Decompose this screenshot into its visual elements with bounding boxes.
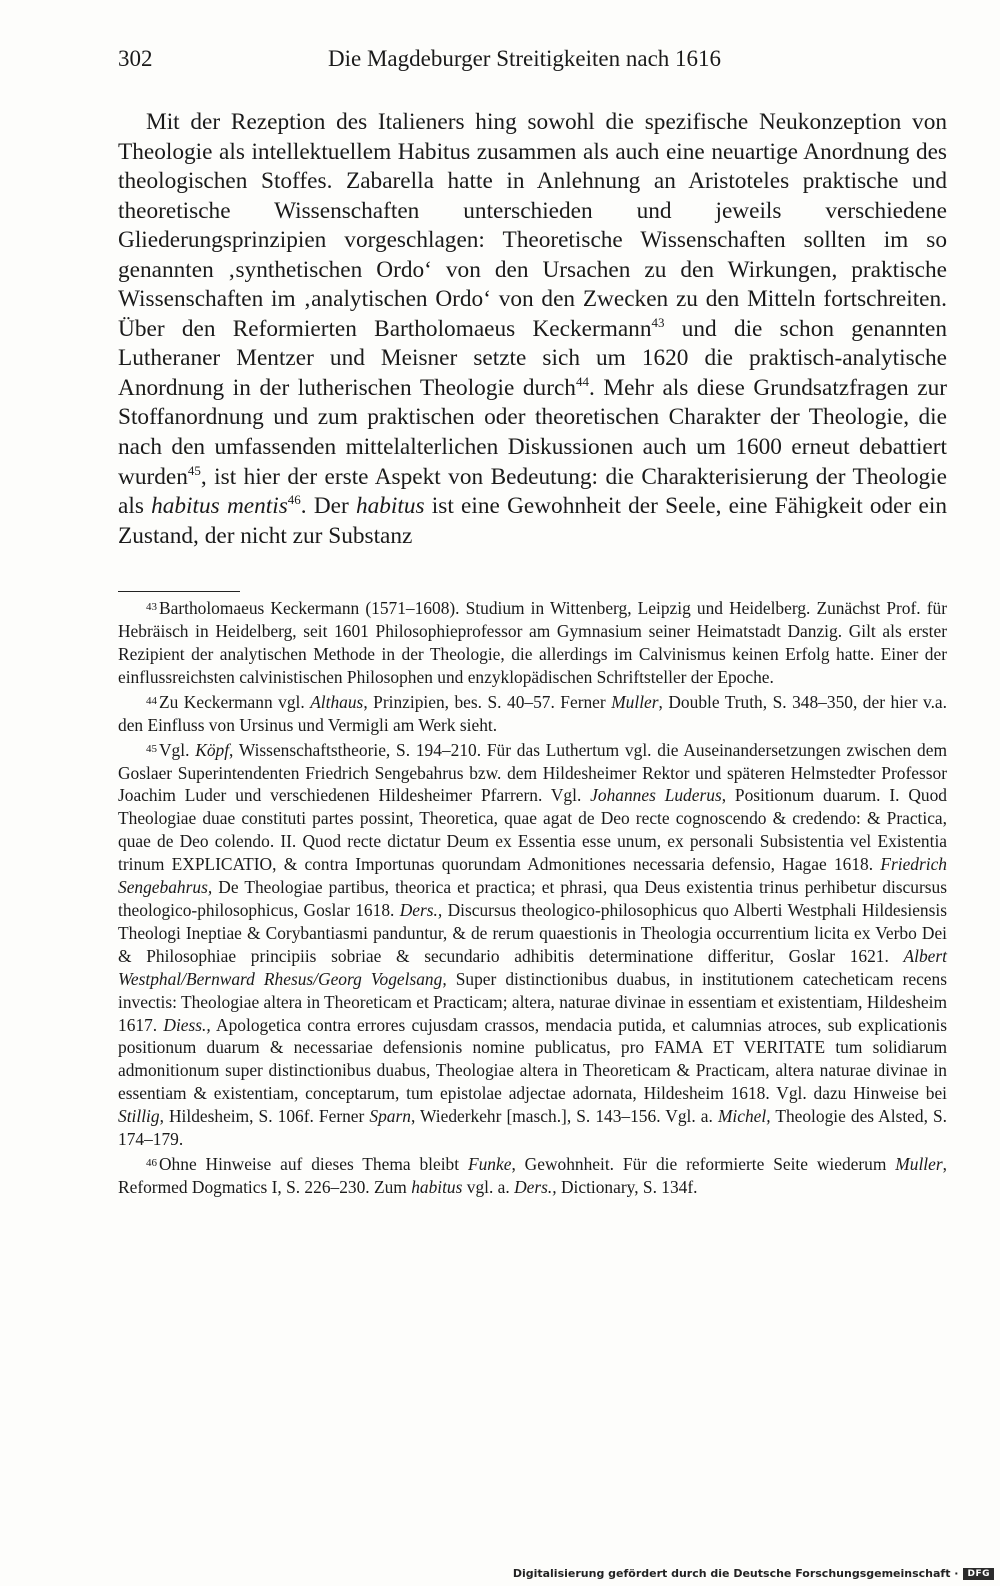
italic-term: habitus [411, 1176, 463, 1197]
text-run: , ist hier der erste Aspekt von Bedeutung: die Charakterisierung der Theologie als [118, 463, 947, 520]
text-run: De Theologiae partibus, theorica et practica; et phrasi, qua Deus existentia trinus perhibetur discursus theologico-philosophicus, Goslar 1618. [118, 877, 947, 920]
footnote-44 [118, 690, 947, 737]
author-name: Sparn [369, 1106, 411, 1127]
author-name: Friedrich Sengebahrus, [118, 854, 947, 898]
main-text [118, 108, 947, 551]
italic-term: habitus [355, 493, 425, 520]
author-name: Diess., [163, 1014, 211, 1035]
text-run: Ohne Hinweise auf dieses Thema bleibt [159, 1153, 468, 1174]
footnote-number: 46 [146, 1156, 157, 1169]
author-name: Stillig [118, 1106, 160, 1127]
footnote-number: 45 [146, 742, 157, 755]
text-run: Dictionary, S. 134f. [556, 1176, 698, 1197]
italic-term: habitus mentis [151, 493, 288, 520]
author-name: Althaus [310, 691, 364, 712]
text-run: Theologie des Alsted, S. 174–179. [118, 1106, 948, 1150]
footnote-number: 43 [146, 601, 157, 614]
text-run: Bartholomaeus Keckermann (1571–1608). Studium in Wittenberg, Leipzig und Heidelberg. Zunächst Prof. für Hebräisch in Heidelberg, seit 1601 Philosophieprofessor am Gymnasium seiner Heimatstadt Danzig. Gilt als erster Rezipient der analytischen Methode in der Theologie, die allerdings im Calvinismus keinen Erfolg hatte. Einer der einflussreichsten calvinistischen Philosophen und enzyklopädischen Schriftsteller der Epoche. [118, 598, 947, 687]
author-name: Michel, [717, 1106, 771, 1127]
text-run: Apologetica contra errores cujusdam crassos, mendacia putida, et calumnias atroces, sub explicationis positionum duarum & necessariae defensionis nomine publicatus, pro FAMA ET VERITATE tum solidiarum admonitionum super distinctionibus duabus, Theologiae altera in Theoreticam & Practicam, altera naturae divinae in essentiam & existentiam, conceptarum, tum epistolae adjectae adornata, Hildesheim 1618. Vgl. dazu Hinweise bei [118, 1014, 948, 1104]
footnote-ref: 43 [651, 314, 665, 330]
text-run: , Wissenschaftstheorie, S. 194–210. Für das Luthertum vgl. die Auseinandersetzungen zwischen dem Goslaer Superintendenten Friedrich Sengebahrus bzw. dem Hildesheimer Rektor und späteren Helmstedter Professor Joachim Luder und verschiedenen Hildesheimer Pfarrern. Vgl. [118, 739, 947, 806]
text-run: , Hildesheim, S. 106f. Ferner [159, 1106, 370, 1127]
digitization-credit [513, 1567, 994, 1580]
footnote-ref: 45 [187, 462, 201, 478]
paragraph [118, 108, 947, 551]
running-title: Die Magdeburger Streitigkeiten nach 1616 [328, 46, 722, 71]
author-name: Ders., [399, 899, 443, 920]
text-run: und die schon genannten Lutheraner Mentzer und Meisner setzte sich um 1620 die praktisch-analytische Anordnung in der lutherischen Theologie durch [118, 315, 947, 401]
book-page [118, 46, 947, 1200]
footnote-ref: 46 [287, 492, 301, 508]
text-run: Discursus theologico-philosophicus quo Alberti Westphali Hildesiensis Theologi Ineptiae & Corybantiasmi panduntur, & de rerum quaestionis in Theologia occurrentium licita ex Verbo Dei & Philosophiae principiis sobriae & secundario adhibitis determinatione differitur, Goslar 1621. [118, 899, 947, 966]
author-name: Muller [895, 1153, 943, 1174]
author-name: Johannes Luderus [590, 785, 722, 806]
author-name: Köpf [195, 739, 230, 760]
text-run: , Wiederkehr [masch.], S. 143–156. Vgl. a. [410, 1106, 718, 1127]
text-run: , Gewohnheit. Für die reformierte Seite wiederum [511, 1153, 896, 1174]
footnotes [118, 596, 947, 1199]
credit-text: Digitalisierung gefördert durch die Deutsche Forschungsgemeinschaft · [512, 1567, 959, 1580]
text-run: Mit der Rezeption des Italieners hing sowohl die spezifische Neukonzeption von Theologie als intellektuellem Habitus zusammen als auch eine neuartige Anordnung des theologischen Stoffes. Zabarella hatte in Anlehnung an Aristoteles praktische und theoretische Wissenschaften unterschieden und jeweils verschiedene Gliederungsprinzipien vorgeschlagen: Theoretische Wissenschaften sollten im so genannten ‚synthetischen Ordo‘ von den Ursachen zu den Wirkungen, praktische Wissenschaften im ‚analytischen Ordo‘ von den Zwecken zu den Mitteln fortschreiten. Über den Reformierten Bartholomaeus Keckermann [118, 109, 947, 342]
author-name: Albert Westphal/Bernward Rhesus/Georg Vogelsang, [118, 945, 947, 989]
text-run: . Der [300, 493, 356, 520]
text-run: Vgl. [159, 739, 196, 760]
footnote-number: 44 [146, 694, 157, 707]
running-head [118, 46, 947, 86]
footnote-rule [118, 591, 240, 592]
author-name: Ders., [514, 1176, 557, 1197]
footnote-46 [118, 1152, 947, 1199]
footnote-45 [118, 738, 947, 1151]
page-number: 302 [118, 46, 153, 71]
text-run: ist eine Gewohnheit der Seele, eine Fähigkeit oder ein Zustand, der nicht zur Substanz [118, 493, 947, 549]
text-run: Zu Keckermann vgl. [159, 691, 311, 712]
footnote-ref: 44 [575, 373, 589, 389]
text-run: , Positionum duarum. I. Quod Theologiae duae constituti partes possint, Theoretica, quae agat de Deo recte cognoscendo & credendo: & Practica, quae de Deo colendo. II. Quod recte dictatur Deum ex Essentia esse unum, ex personali Subsistentia vel Existentia trinum EXPLICATIO, & contra Importunas quorundam Admonitiones necessaria defensio, Hagae 1618. [118, 785, 947, 875]
footnote-43 [118, 596, 947, 689]
author-name: Funke [467, 1153, 512, 1174]
text-run: , Reformed Dogmatics I, S. 226–230. Zum [118, 1153, 947, 1197]
text-run: Super distinctionibus duabus, in institutionem catecheticam recens invectis: Theologiae altera in Theoreticam et Practicam; altera, naturae divinae in essentiam et existentiam, Hildesheim 1617. [118, 968, 947, 1035]
text-run: , Prinzipien, bes. S. 40–57. Ferner [363, 691, 612, 712]
dfg-logo: DFG [963, 1568, 994, 1580]
text-run: . Mehr als diese Grundsatzfragen zur Stoffanordnung und zum praktischen oder theoretischen Charakter der Theologie, die nach den umfassenden mittelalterlichen Diskussionen auch um 1600 erneut debattiert wurden [118, 374, 947, 490]
author-name: Muller [611, 691, 659, 712]
text-run: , Double Truth, S. 348–350, der hier v.a. den Einfluss von Ursinus und Vermigli am Werk sieht. [118, 691, 947, 735]
text-run: vgl. a. [462, 1176, 515, 1197]
